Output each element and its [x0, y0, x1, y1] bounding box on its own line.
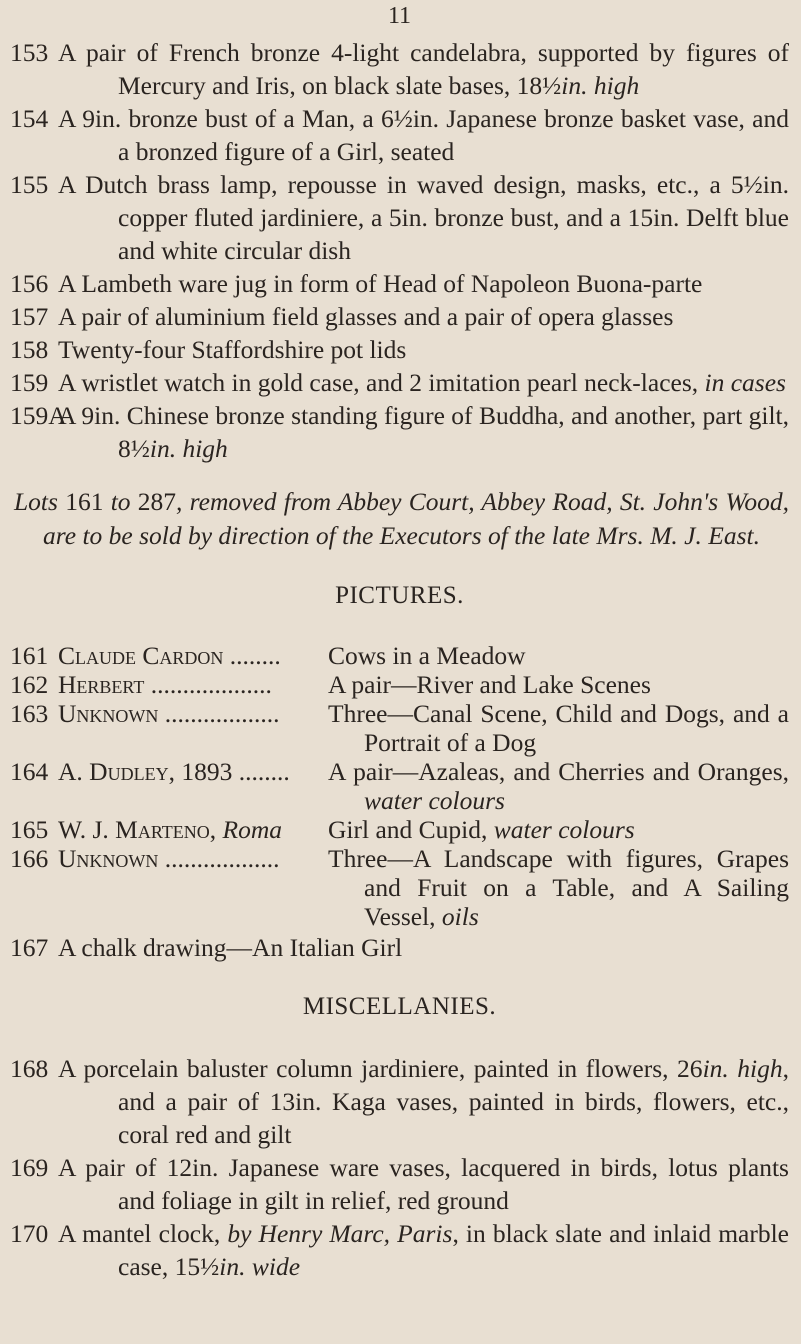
sale-note — [14, 485, 789, 553]
text-segment: A mantel clock, — [58, 1219, 228, 1248]
lot-number: 159A — [10, 401, 67, 430]
lot-167 — [10, 931, 789, 964]
lot-description — [58, 333, 789, 366]
artist-text: A. Dudley, 1893 ........ — [58, 757, 290, 786]
text-segment: A 9in. Chinese bronze standing figure of Buddha, and another, part gilt, 8½ — [58, 401, 789, 463]
text-segment: A pair of French bronze 4-light candelabra, supported by figures of Mercury and Iris, on black slate bases, 18½ — [58, 38, 789, 100]
text-segment: A pair of 12in. Japanese ware vases, lacquered in birds, lotus plants and foliage in gilt in relief, red ground — [58, 1153, 789, 1215]
picture-lot — [10, 641, 789, 670]
text-segment: A pair—River and Lake Scenes — [328, 670, 651, 699]
picture-title — [328, 699, 789, 757]
lot-number: 167 — [10, 933, 49, 962]
picture-title — [328, 641, 789, 670]
lot-number: 161 — [10, 641, 49, 670]
text-segment: A Lambeth ware jug in form of Head of Napoleon Buona-parte — [58, 269, 703, 298]
artist-name — [58, 641, 328, 670]
pictures-list — [10, 641, 789, 931]
text-segment: Cows in a Meadow — [328, 641, 526, 670]
lot-item — [10, 168, 789, 267]
lot-number: 168 — [10, 1054, 49, 1083]
picture-lot — [10, 815, 789, 844]
lot-number: 158 — [10, 335, 49, 364]
lot-description — [58, 168, 789, 267]
lot-item — [10, 399, 789, 465]
text-segment: A 9in. bronze bust of a Man, a 6½in. Japanese bronze basket vase, and a bronzed figure of a Girl, seated — [58, 104, 789, 166]
text-segment: 161 — [65, 487, 104, 516]
text-segment: A pair—Azaleas, and Cherries and Oranges, — [328, 757, 789, 786]
lot-number: 157 — [10, 302, 49, 331]
lot-item — [10, 102, 789, 168]
text-segment: , and a pair of 13in. Kaga vases, painted in birds, flowers, etc., coral red and gilt — [118, 1054, 790, 1149]
picture-lot — [10, 844, 789, 931]
italic-text: in. high — [149, 434, 228, 463]
lot-number: 156 — [10, 269, 49, 298]
text-segment: Girl and Cupid, — [328, 815, 494, 844]
artist-name — [58, 815, 328, 844]
picture-lot — [10, 670, 789, 699]
artist-name — [58, 757, 328, 815]
lot-number: 169 — [10, 1153, 49, 1182]
lot-number: 162 — [10, 670, 49, 699]
lot-item — [10, 1052, 789, 1151]
lot-item — [10, 1217, 789, 1283]
artist-name — [58, 844, 328, 931]
misc-list — [10, 1052, 789, 1283]
text-segment: A Dutch brass lamp, repousse in waved design, masks, etc., a 5½in. copper fluted jardiniere, a 5in. bronze bust, and a 15in. Delft blue and white circular dish — [58, 170, 789, 265]
text-segment: A wristlet watch in gold case, and 2 imitation pearl neck-laces, — [58, 368, 705, 397]
lot-description — [58, 931, 789, 964]
section-heading-pictures: PICTURES. — [335, 582, 464, 609]
picture-title — [328, 844, 789, 931]
artist-text: W. J. Marteno, — [58, 815, 223, 844]
page-number: 11 — [387, 3, 412, 29]
lot-description — [58, 36, 789, 102]
lot-description — [58, 1052, 789, 1151]
lot-description — [58, 300, 789, 333]
lot-number: 163 — [10, 699, 49, 728]
text-segment: to — [103, 487, 138, 516]
text-segment: A chalk drawing—An Italian Girl — [58, 933, 403, 962]
section-heading-miscellanies: MISCELLANIES. — [302, 993, 497, 1020]
lot-number: 154 — [10, 104, 49, 133]
lot-description — [58, 366, 789, 399]
artist-name — [58, 699, 328, 757]
text-segment: , in black slate and inlaid marble case, 15½ — [118, 1219, 789, 1281]
lot-item — [10, 300, 789, 333]
lot-item — [10, 36, 789, 102]
text-segment: Lots — [14, 487, 66, 516]
italic-text: water colours — [364, 786, 505, 815]
artist-name — [58, 670, 328, 699]
lot-description — [58, 399, 789, 465]
italic-text: water colours — [493, 815, 635, 844]
picture-lot — [10, 757, 789, 815]
italic-text: in. wide — [219, 1252, 301, 1281]
text-segment: , removed from Abbey Court, Abbey Road, St. John's Wood, are to be sold by direction of the Executors of the late Mrs. M. J. East. — [43, 487, 790, 550]
text-segment: Three—Canal Scene, Child and Dogs, and a Portrait of a Dog — [328, 699, 789, 757]
italic-text: in. high — [561, 71, 640, 100]
lot-item — [10, 931, 789, 964]
lot-item — [10, 366, 789, 399]
lot-number: 155 — [10, 170, 49, 199]
lot-item — [10, 1151, 789, 1217]
text-segment: Twenty-four Staffordshire pot lids — [58, 335, 407, 364]
lot-item — [10, 267, 789, 300]
lot-number: 159 — [10, 368, 49, 397]
text-segment: A porcelain baluster column jardiniere, painted in flowers, 26 — [58, 1054, 703, 1083]
artist-text: Herbert ................... — [58, 670, 272, 699]
text-segment: A pair of aluminium field glasses and a pair of opera glasses — [58, 302, 674, 331]
lot-number: 153 — [10, 38, 49, 67]
lot-list-first — [10, 36, 789, 465]
artist-text: Claude Cardon ........ — [58, 641, 281, 670]
text-segment: 287 — [137, 487, 177, 516]
lot-item — [10, 333, 789, 366]
lot-number: 166 — [10, 844, 49, 873]
artist-text: Unknown .................. — [58, 844, 280, 873]
lot-number: 165 — [10, 815, 49, 844]
picture-title — [328, 757, 789, 815]
lot-number: 170 — [10, 1219, 49, 1248]
artist-text: Unknown .................. — [58, 699, 280, 728]
lot-description — [58, 1151, 789, 1217]
lot-description — [58, 1217, 789, 1283]
italic-text: in. high — [702, 1054, 783, 1083]
italic-text: by Henry Marc, Paris — [227, 1219, 453, 1248]
lot-description — [58, 102, 789, 168]
picture-title — [328, 815, 789, 844]
italic-text: in cases — [704, 368, 786, 397]
artist-place: Roma — [222, 815, 282, 844]
italic-text: oils — [441, 902, 479, 931]
text-segment: Three—A Landscape with figures, Grapes and Fruit on a Table, and A Sailing Vessel, — [328, 844, 789, 931]
lot-number: 164 — [10, 757, 49, 786]
picture-lot — [10, 699, 789, 757]
picture-title — [328, 670, 789, 699]
lot-description — [58, 267, 789, 300]
